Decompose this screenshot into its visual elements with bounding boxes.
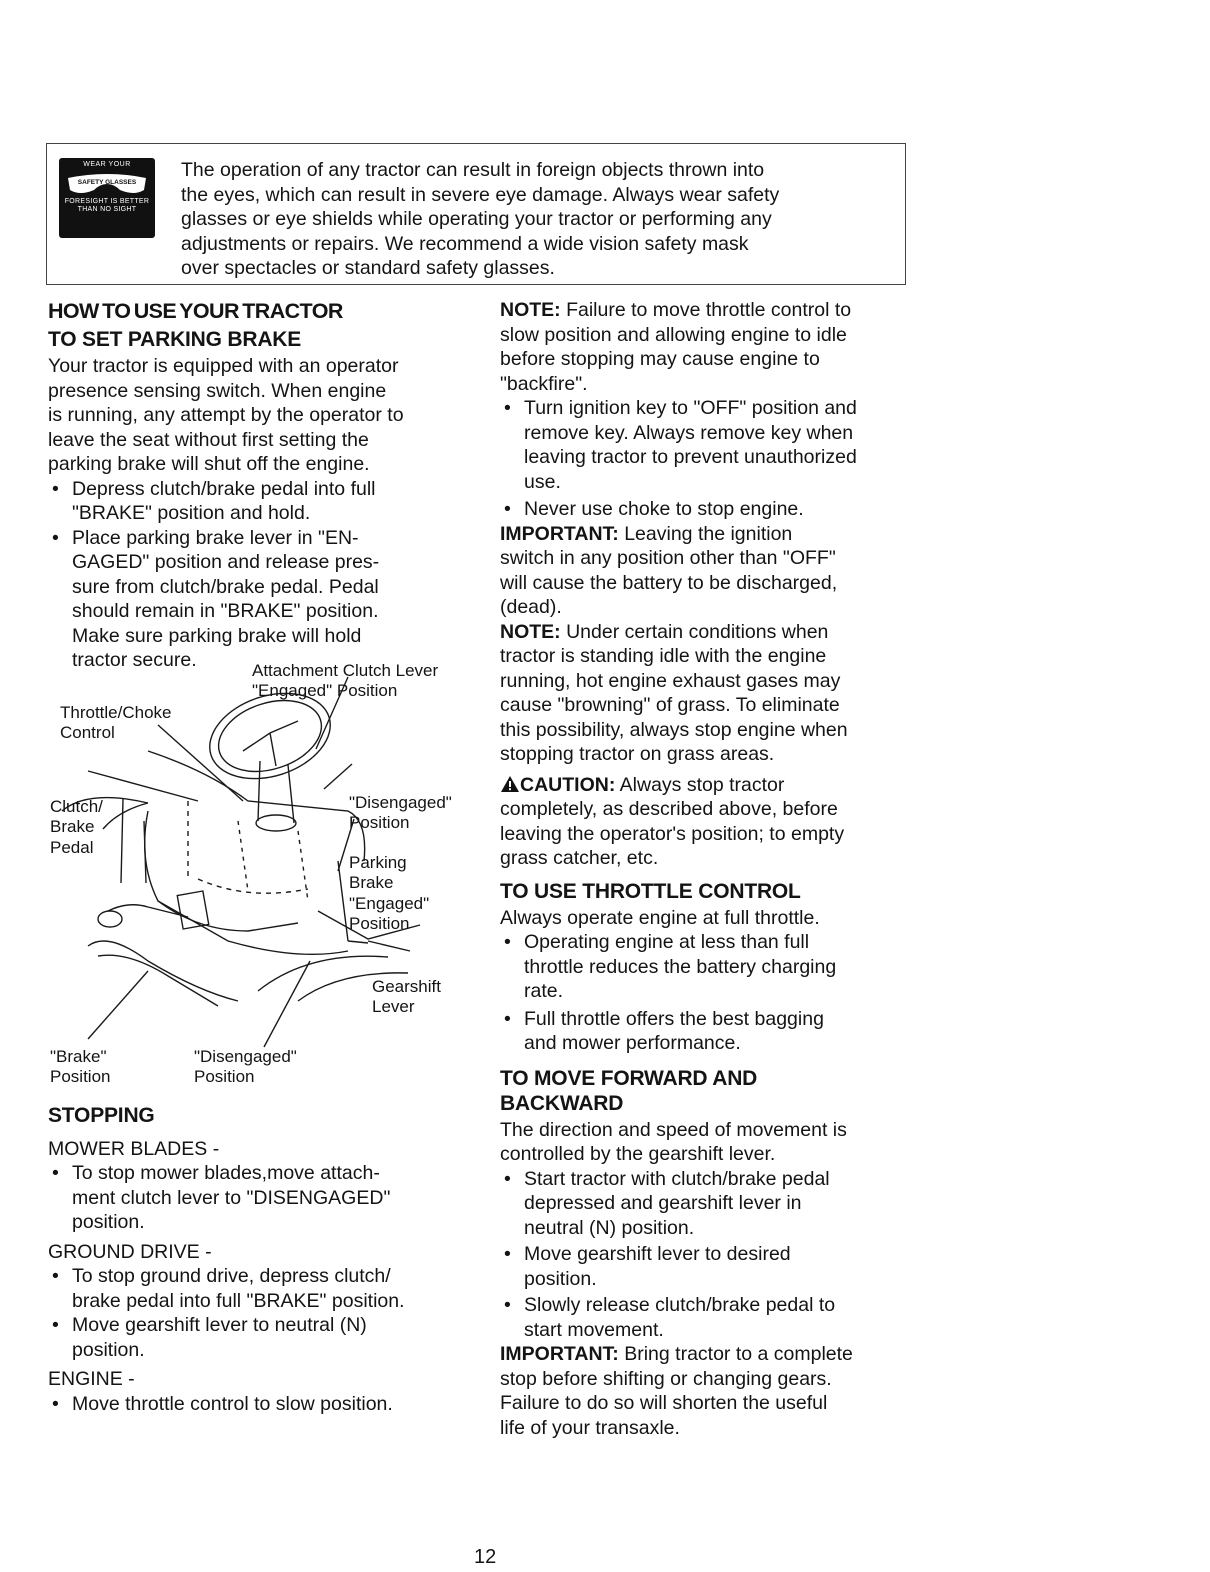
text-line: and mower performance. [524,1032,741,1054]
throttle-intro: Always operate engine at full throttle. [500,906,820,929]
text-line: parking brake will shut off the engine. [48,453,370,475]
text-line: Position [349,914,410,933]
text-line: "Disengaged" [194,1046,297,1066]
move-intro [500,1118,920,1167]
text-line: slow position and allowing engine to idle [500,323,847,346]
important-label: IMPORTANT: [500,522,619,545]
list-item [48,1392,468,1417]
text-line: sure from clutch/brake pedal. Pedal [72,575,379,598]
safety-warning-box [46,143,906,285]
list-item [500,1007,920,1056]
label-disengaged-top [349,793,452,834]
text-line: will cause the battery to be discharged, [500,571,838,594]
badge-middle-text: SAFETY GLASSES [77,179,137,186]
text-line: running, hot engine exhaust gases may [500,669,841,692]
text-line: Attachment Clutch Lever [252,660,439,680]
list-item [500,1167,920,1241]
text-line: Your tractor is equipped with an operator [48,355,399,377]
move-bullets [500,1167,920,1343]
text-line: • Depress clutch/brake pedal into full [72,477,376,500]
important-label: IMPORTANT: [500,1343,619,1365]
text-line: Pedal [50,837,94,857]
text-line: depressed and gearshift lever in [524,1192,802,1214]
warning-line: adjustments or repairs. We recommend a wide vision safety mask [181,232,749,255]
text-line: • Slowly release clutch/brake pedal to [524,1294,836,1316]
text-line: Position [349,813,410,832]
note-label: NOTE: [500,299,561,321]
text-line: • Start tractor with clutch/brake pedal [524,1167,830,1190]
caution-block [500,773,920,871]
list-item [48,477,468,526]
warning-line: over spectacles or standard safety glasses. [181,257,555,279]
ignition-bullets [500,396,920,522]
text-line: "Brake" [50,1046,107,1066]
text-line: life of your transaxle. [500,1416,680,1439]
heading-line: BACKWARD [500,1091,624,1115]
text-line: Gearshift [372,976,441,996]
list-item [48,1313,468,1362]
parking-bullets [48,477,468,673]
warning-text [181,158,893,281]
text-line: controlled by the gearshift lever. [500,1143,776,1165]
text-line: stop before shifting or changing gears. [500,1367,832,1390]
text-line: switch in any position other than "OFF" [500,547,836,569]
text-line: ment clutch lever to "DISENGAGED" [72,1186,391,1209]
text-line: GAGED" position and release pres- [72,551,380,573]
text-line: "Engaged" [349,893,430,913]
text-line: • Turn ignition key to "OFF" position and [524,397,857,419]
label-throttle-choke [60,703,172,744]
throttle-bullets [500,930,920,1056]
ground-bullets [48,1264,468,1362]
mower-bullets [48,1161,468,1235]
note-label: NOTE: [500,620,561,643]
label-brake-position [50,1047,110,1088]
engine-bullets [48,1392,468,1417]
caution-warning-icon [500,775,520,793]
text-line: • Never use choke to stop engine. [524,498,804,520]
text-line: Failure to move throttle control to [560,299,852,321]
text-line: "Disengaged" [349,792,452,812]
caution-label: CAUTION: [520,773,616,796]
badge-bottom-text-2: THAN NO SIGHT [77,206,137,213]
safety-glasses-badge [59,158,155,238]
text-line: Always stop tractor [615,773,785,796]
text-line: • Move gearshift lever to neutral (N) [72,1314,367,1336]
text-line: stopping tractor on grass areas. [500,743,775,765]
subheading-throttle-control: TO USE THROTTLE CONTROL [500,879,801,903]
text-line: "Engaged" Position [252,681,398,700]
text-line: Control [60,723,115,742]
text-line: • Full throttle offers the best bagging [524,1007,824,1030]
text-line: Lever [372,997,415,1016]
text-line: Leaving the ignition [618,522,793,545]
text-line: (dead). [500,596,562,618]
text-line: • To stop ground drive, depress clutch/ [72,1265,391,1287]
text-line: cause "browning" of grass. To eliminate [500,694,840,716]
right-column [500,298,920,1440]
text-line: neutral (N) position. [524,1216,695,1239]
text-line: Under certain conditions when [560,620,829,643]
list-item [48,526,468,673]
text-line: Throttle/Choke [60,702,172,722]
label-ground-drive: GROUND DRIVE - [48,1240,212,1263]
text-line: The direction and speed of movement is [500,1118,847,1141]
list-item [500,396,920,494]
text-line: leave the seat without first setting the [48,428,369,451]
text-line: Position [50,1067,111,1086]
list-item [48,1161,468,1235]
text-line: position. [524,1267,597,1290]
text-line: tractor is standing idle with the engine [500,645,827,667]
heading-line: TO MOVE FORWARD AND [500,1066,758,1090]
text-line: before stopping may cause engine to [500,348,820,370]
text-line: tractor secure. [72,649,197,671]
label-clutch-brake [50,797,103,859]
text-line: "BRAKE" position and hold. [72,502,311,524]
text-line: Parking [349,852,407,872]
label-engine: ENGINE - [48,1368,135,1390]
subheading-stopping: STOPPING [48,1103,155,1127]
subheading-move-forward-backward [500,1066,920,1116]
note-browning [500,620,920,767]
badge-bottom-text-1: FORESIGHT IS BETTER [64,198,150,205]
parking-intro [48,354,468,477]
text-line: • To stop mower blades,move attach- [72,1162,380,1184]
tractor-controls-figure [48,661,478,1099]
text-line: presence sensing switch. When engine [48,379,387,402]
list-item [48,1264,468,1313]
text-line: • Place parking brake lever in "EN- [72,526,359,549]
section-heading-how-to-use: HOW TO USE YOUR TRACTOR [48,299,343,323]
text-line: completely, as described above, before [500,798,838,820]
important-shifting [500,1342,920,1440]
text-line: leaving tractor to prevent unauthorized [524,446,857,468]
list-item [500,1293,920,1342]
safety-glasses-icon [64,170,150,198]
text-line: position. [72,1211,145,1233]
left-column [48,298,468,1416]
text-line: Clutch/ [50,796,103,816]
subheading-parking-brake: TO SET PARKING BRAKE [48,328,302,351]
text-line: Brake [50,817,95,836]
warning-line: glasses or eye shields while operating your tractor or performing any [181,208,772,230]
list-item [500,930,920,1004]
text-line: remove key. Always remove key when [524,421,854,444]
text-line: • Move throttle control to slow position. [72,1392,393,1415]
warning-line: The operation of any tractor can result in foreign objects thrown into [181,159,765,181]
label-mower-blades: MOWER BLADES - [48,1137,220,1160]
text-line: start movement. [524,1318,664,1341]
text-line: Make sure parking brake will hold [72,624,362,647]
text-line: Position [194,1067,255,1086]
text-line: throttle reduces the battery charging [524,955,837,978]
text-line: • Operating engine at less than full [524,931,810,953]
label-disengaged-bottom [194,1047,297,1088]
text-line: is running, any attempt by the operator to [48,404,404,426]
page-number: 12 [474,1546,497,1568]
list-item [500,1242,920,1291]
label-gearshift [372,977,441,1018]
text-line: position. [72,1338,145,1361]
text-line: Bring tractor to a complete [618,1343,853,1365]
text-line: Brake [349,873,394,892]
text-line: "backfire". [500,372,588,395]
text-line: should remain in "BRAKE" position. [72,600,379,622]
list-item [500,497,920,522]
important-ignition [500,522,920,620]
warning-line: the eyes, which can result in severe eye damage. Always wear safety [181,183,780,206]
text-line: leaving the operator's position; to empty [500,822,845,845]
badge-top-text: WEAR YOUR [83,161,131,168]
label-parking-brake [349,853,429,935]
label-attachment-clutch [252,661,438,702]
text-line: this possibility, always stop engine when [500,718,848,741]
note-throttle-backfire [500,298,920,396]
text-line: Failure to do so will shorten the useful [500,1392,828,1414]
text-line: grass catcher, etc. [500,847,659,869]
text-line: brake pedal into full "BRAKE" position. [72,1289,405,1312]
text-line: rate. [524,980,564,1002]
text-line: • Move gearshift lever to desired [524,1243,791,1265]
text-line: use. [524,470,561,493]
